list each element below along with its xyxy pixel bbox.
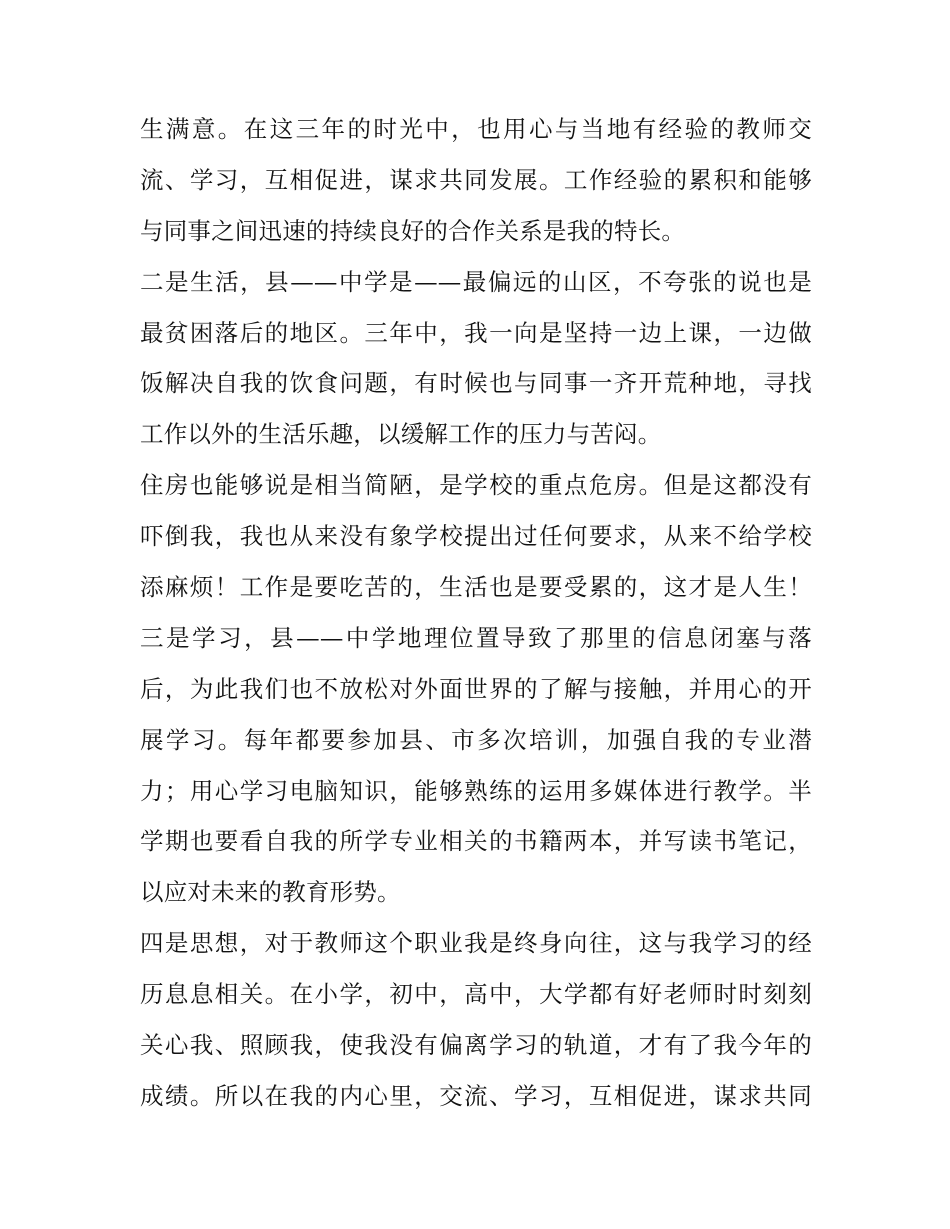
text-line-10: 添麻烦！工作是要吃苦的，生活也是要受累的，这才是人生！ [140,573,812,602]
text-line-15: 学期也要看自我的所学专业相关的书籍两本，并写读书笔记， [140,827,812,856]
text-line-9: 吓倒我，我也从来没有象学校提出过任何要求，从来不给学校 [140,522,812,551]
text-line-14: 力；用心学习电脑知识，能够熟练的运用多媒体进行教学。半 [140,776,812,805]
text-line-4: 二是生活，县——中学是——最偏远的山区，不夸张的说也是 [140,267,812,296]
text-line-6: 饭解决自我的饮食问题，有时候也与同事一齐开荒种地，寻找 [140,369,812,398]
text-line-17: 四是思想，对于教师这个职业我是终身向往，这与我学习的经 [140,929,812,958]
text-line-16: 以应对未来的教育形势。 [140,878,401,907]
text-line-20: 成绩。所以在我的内心里，交流、学习，互相促进，谋求共同 [140,1081,812,1110]
text-line-13: 展学习。每年都要参加县、市多次培训，加强自我的专业潜 [140,725,812,754]
text-line-1: 生满意。在这三年的时光中，也用心与当地有经验的教师交 [140,115,812,143]
document-body-text [140,104,812,1122]
text-line-12: 后，为此我们也不放松对外面世界的了解与接触，并用心的开 [140,674,812,703]
text-line-5: 最贫困落后的地区。三年中，我一向是坚持一边上课，一边做 [140,318,812,347]
text-line-18: 历息息相关。在小学，初中，高中，大学都有好老师时时刻刻 [140,980,812,1009]
text-line-19: 关心我、照顾我，使我没有偏离学习的轨道，才有了我今年的 [140,1031,812,1060]
text-line-7: 工作以外的生活乐趣，以缓解工作的压力与苦闷。 [140,420,662,449]
text-line-11: 三是学习，县——中学地理位置导致了那里的信息闭塞与落 [140,623,812,652]
text-line-3: 与同事之间迅速的持续良好的合作关系是我的特长。 [140,216,686,245]
text-line-8: 住房也能够说是相当简陋，是学校的重点危房。但是这都没有 [140,471,812,500]
text-line-2: 流、学习，互相促进，谋求共同发展。工作经验的累积和能够 [140,165,812,194]
